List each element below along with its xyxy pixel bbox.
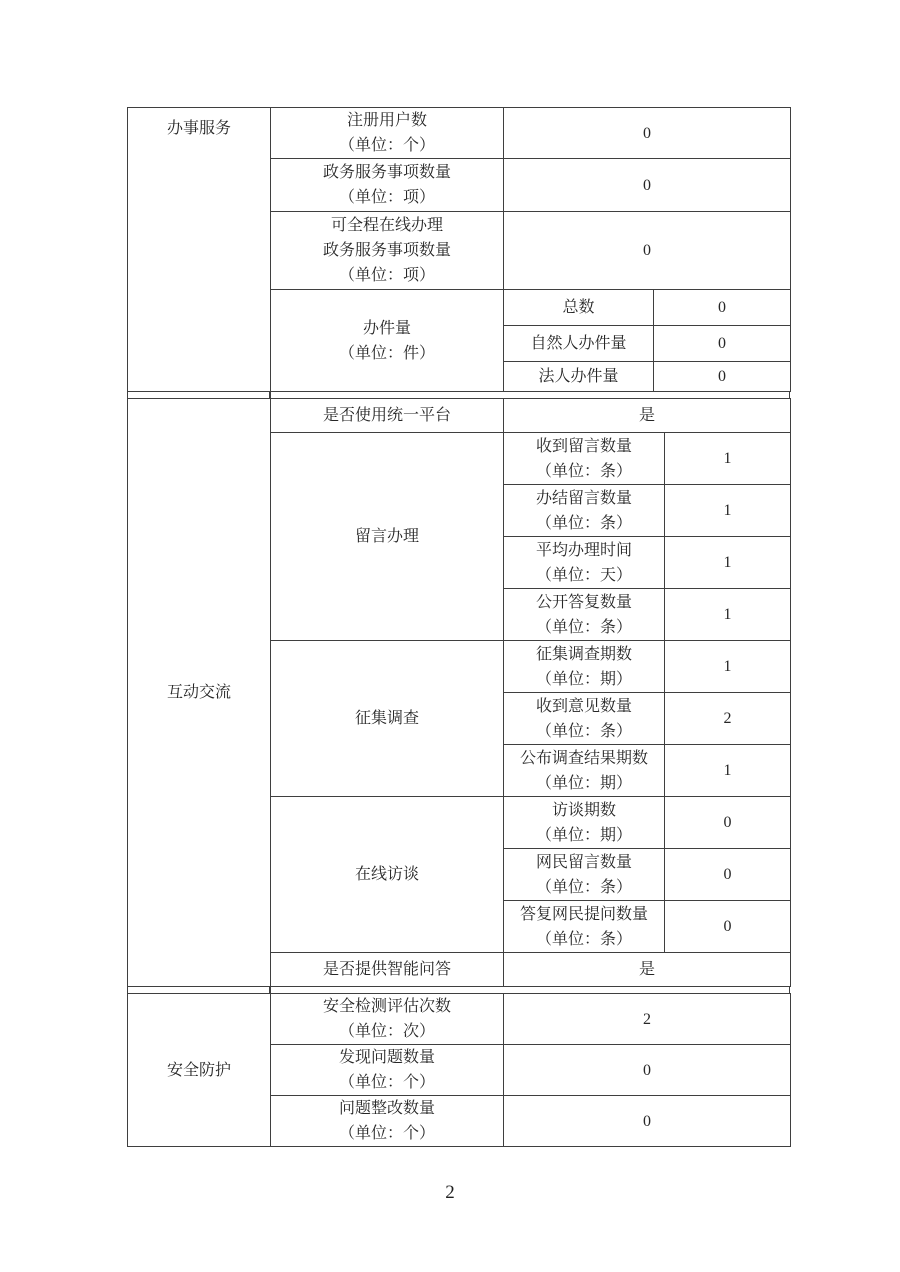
subitem-cell [504, 433, 665, 485]
subitem-cell [504, 290, 654, 326]
group-label-line: 留言办理 [354, 528, 419, 545]
value-cell [654, 362, 791, 392]
group-label-line: 在线访谈 [354, 866, 419, 883]
value-text: 0 [723, 814, 732, 831]
value-text: 1 [723, 762, 732, 779]
value-text: 1 [723, 502, 732, 519]
section-table-service [127, 107, 791, 392]
page-number: 2 [445, 1182, 455, 1203]
category-label: 互动交流 [166, 684, 231, 701]
value-cell [654, 326, 791, 362]
value-cell [665, 693, 791, 745]
item-unit-line: （单位：项） [338, 267, 435, 284]
item-label-line: 安全检测评估次数 [322, 998, 451, 1015]
subitem-label: 总数 [562, 299, 595, 316]
subitem-label: 平均办理时间 [535, 541, 632, 559]
subitem-unit: （单位：条） [535, 514, 632, 532]
subitem-cell [504, 901, 665, 953]
subitem-cell [504, 849, 665, 901]
value-text: 1 [723, 450, 732, 467]
item-unit-line: （单位：个） [338, 1125, 435, 1142]
value-cell [665, 745, 791, 797]
value-cell [665, 797, 791, 849]
value-text: 1 [723, 554, 732, 571]
value-text: 0 [643, 124, 651, 142]
value-text: 0 [718, 335, 726, 352]
group-cell [271, 433, 504, 641]
item-label-line: 问题整改数量 [338, 1100, 435, 1117]
value-text: 0 [718, 299, 726, 316]
value-cell [504, 994, 791, 1045]
item-cell [271, 399, 504, 433]
table-row [128, 994, 791, 1045]
value-text: 0 [723, 866, 732, 883]
value-text: 是 [639, 407, 656, 424]
subitem-unit: （单位：条） [535, 462, 632, 480]
value-cell [504, 108, 791, 159]
item-cell [271, 108, 504, 159]
group-label-line: 办件量 [362, 319, 411, 337]
subitem-cell [504, 745, 665, 797]
report-table [127, 107, 790, 1147]
subitem-label: 征集调查期数 [535, 645, 632, 663]
subitem-unit: （单位：条） [535, 722, 632, 740]
item-unit-line: （单位：个） [338, 137, 435, 154]
subitem-cell [504, 589, 665, 641]
value-text: 0 [643, 1112, 651, 1130]
item-label-line: 政务服务事项数量 [322, 242, 451, 259]
subitem-label: 法人办件量 [538, 368, 619, 385]
table-row [128, 399, 791, 433]
item-unit-line: （单位：个） [338, 1074, 435, 1091]
value-cell [665, 849, 791, 901]
value-cell [504, 159, 791, 212]
item-cell [271, 994, 504, 1045]
value-cell [504, 1045, 791, 1096]
section-table-security [127, 993, 791, 1147]
subitem-label: 自然人办件量 [530, 335, 627, 352]
subitem-unit: （单位：条） [535, 618, 632, 636]
group-label-line: 征集调查 [354, 710, 419, 727]
item-cell [271, 1045, 504, 1096]
subitem-label: 公布调查结果期数 [519, 749, 648, 767]
value-cell [665, 589, 791, 641]
subitem-cell [504, 641, 665, 693]
item-cell [271, 953, 504, 987]
value-text: 2 [643, 1010, 651, 1028]
subitem-label: 收到留言数量 [535, 437, 632, 455]
section-divider [127, 987, 790, 993]
subitem-cell [504, 693, 665, 745]
item-label-line: 是否提供智能问答 [322, 961, 451, 978]
value-cell [665, 433, 791, 485]
item-cell [271, 159, 504, 212]
subitem-unit: （单位：期） [535, 826, 632, 844]
item-cell [271, 1096, 504, 1147]
subitem-label: 答复网民提问数量 [519, 905, 648, 923]
value-text: 1 [723, 606, 732, 623]
value-text: 1 [723, 658, 732, 675]
subitem-unit: （单位：期） [535, 670, 632, 688]
group-unit-line: （单位：件） [338, 344, 435, 362]
group-cell [271, 641, 504, 797]
group-cell [271, 797, 504, 953]
item-unit-line: （单位：次） [338, 1023, 435, 1040]
value-cell [665, 485, 791, 537]
subitem-unit: （单位：条） [535, 878, 632, 896]
subitem-unit: （单位：天） [535, 566, 632, 584]
category-cell [128, 994, 271, 1147]
item-label-line: 政务服务事项数量 [322, 164, 451, 181]
value-cell [504, 212, 791, 290]
subitem-cell [504, 326, 654, 362]
value-cell [665, 901, 791, 953]
value-cell [504, 399, 791, 433]
item-label-line: 是否使用统一平台 [322, 407, 451, 424]
value-cell [504, 953, 791, 987]
item-unit-line: （单位：项） [338, 189, 435, 206]
value-text: 2 [723, 710, 732, 727]
category-label: 安全防护 [166, 1061, 231, 1079]
subitem-label: 公开答复数量 [535, 593, 632, 611]
value-text: 0 [718, 368, 726, 385]
item-label-line: 发现问题数量 [338, 1049, 435, 1066]
item-cell [271, 212, 504, 290]
group-cell [271, 290, 504, 392]
subitem-label: 收到意见数量 [535, 697, 632, 715]
section-table-interaction [127, 398, 791, 987]
section-divider [127, 392, 790, 398]
value-text: 是 [639, 961, 656, 978]
subitem-label: 网民留言数量 [535, 853, 632, 871]
subitem-label: 办结留言数量 [535, 489, 632, 507]
value-cell [665, 537, 791, 589]
value-cell [654, 290, 791, 326]
subitem-cell [504, 362, 654, 392]
subitem-cell [504, 485, 665, 537]
subitem-unit: （单位：条） [535, 930, 632, 948]
value-cell [665, 641, 791, 693]
value-text: 0 [643, 176, 651, 194]
category-cell [128, 399, 271, 987]
subitem-cell [504, 797, 665, 849]
item-label-line: 注册用户数 [346, 112, 427, 129]
subitem-cell [504, 537, 665, 589]
value-text: 0 [643, 242, 651, 259]
value-text: 0 [643, 1061, 651, 1079]
table-row [128, 108, 791, 159]
subitem-label: 访谈期数 [551, 801, 616, 819]
category-label: 办事服务 [166, 120, 231, 137]
value-text: 0 [723, 918, 732, 935]
category-cell [128, 108, 271, 392]
subitem-unit: （单位：期） [535, 774, 632, 792]
item-label-line: 可全程在线办理 [330, 217, 443, 234]
value-cell [504, 1096, 791, 1147]
